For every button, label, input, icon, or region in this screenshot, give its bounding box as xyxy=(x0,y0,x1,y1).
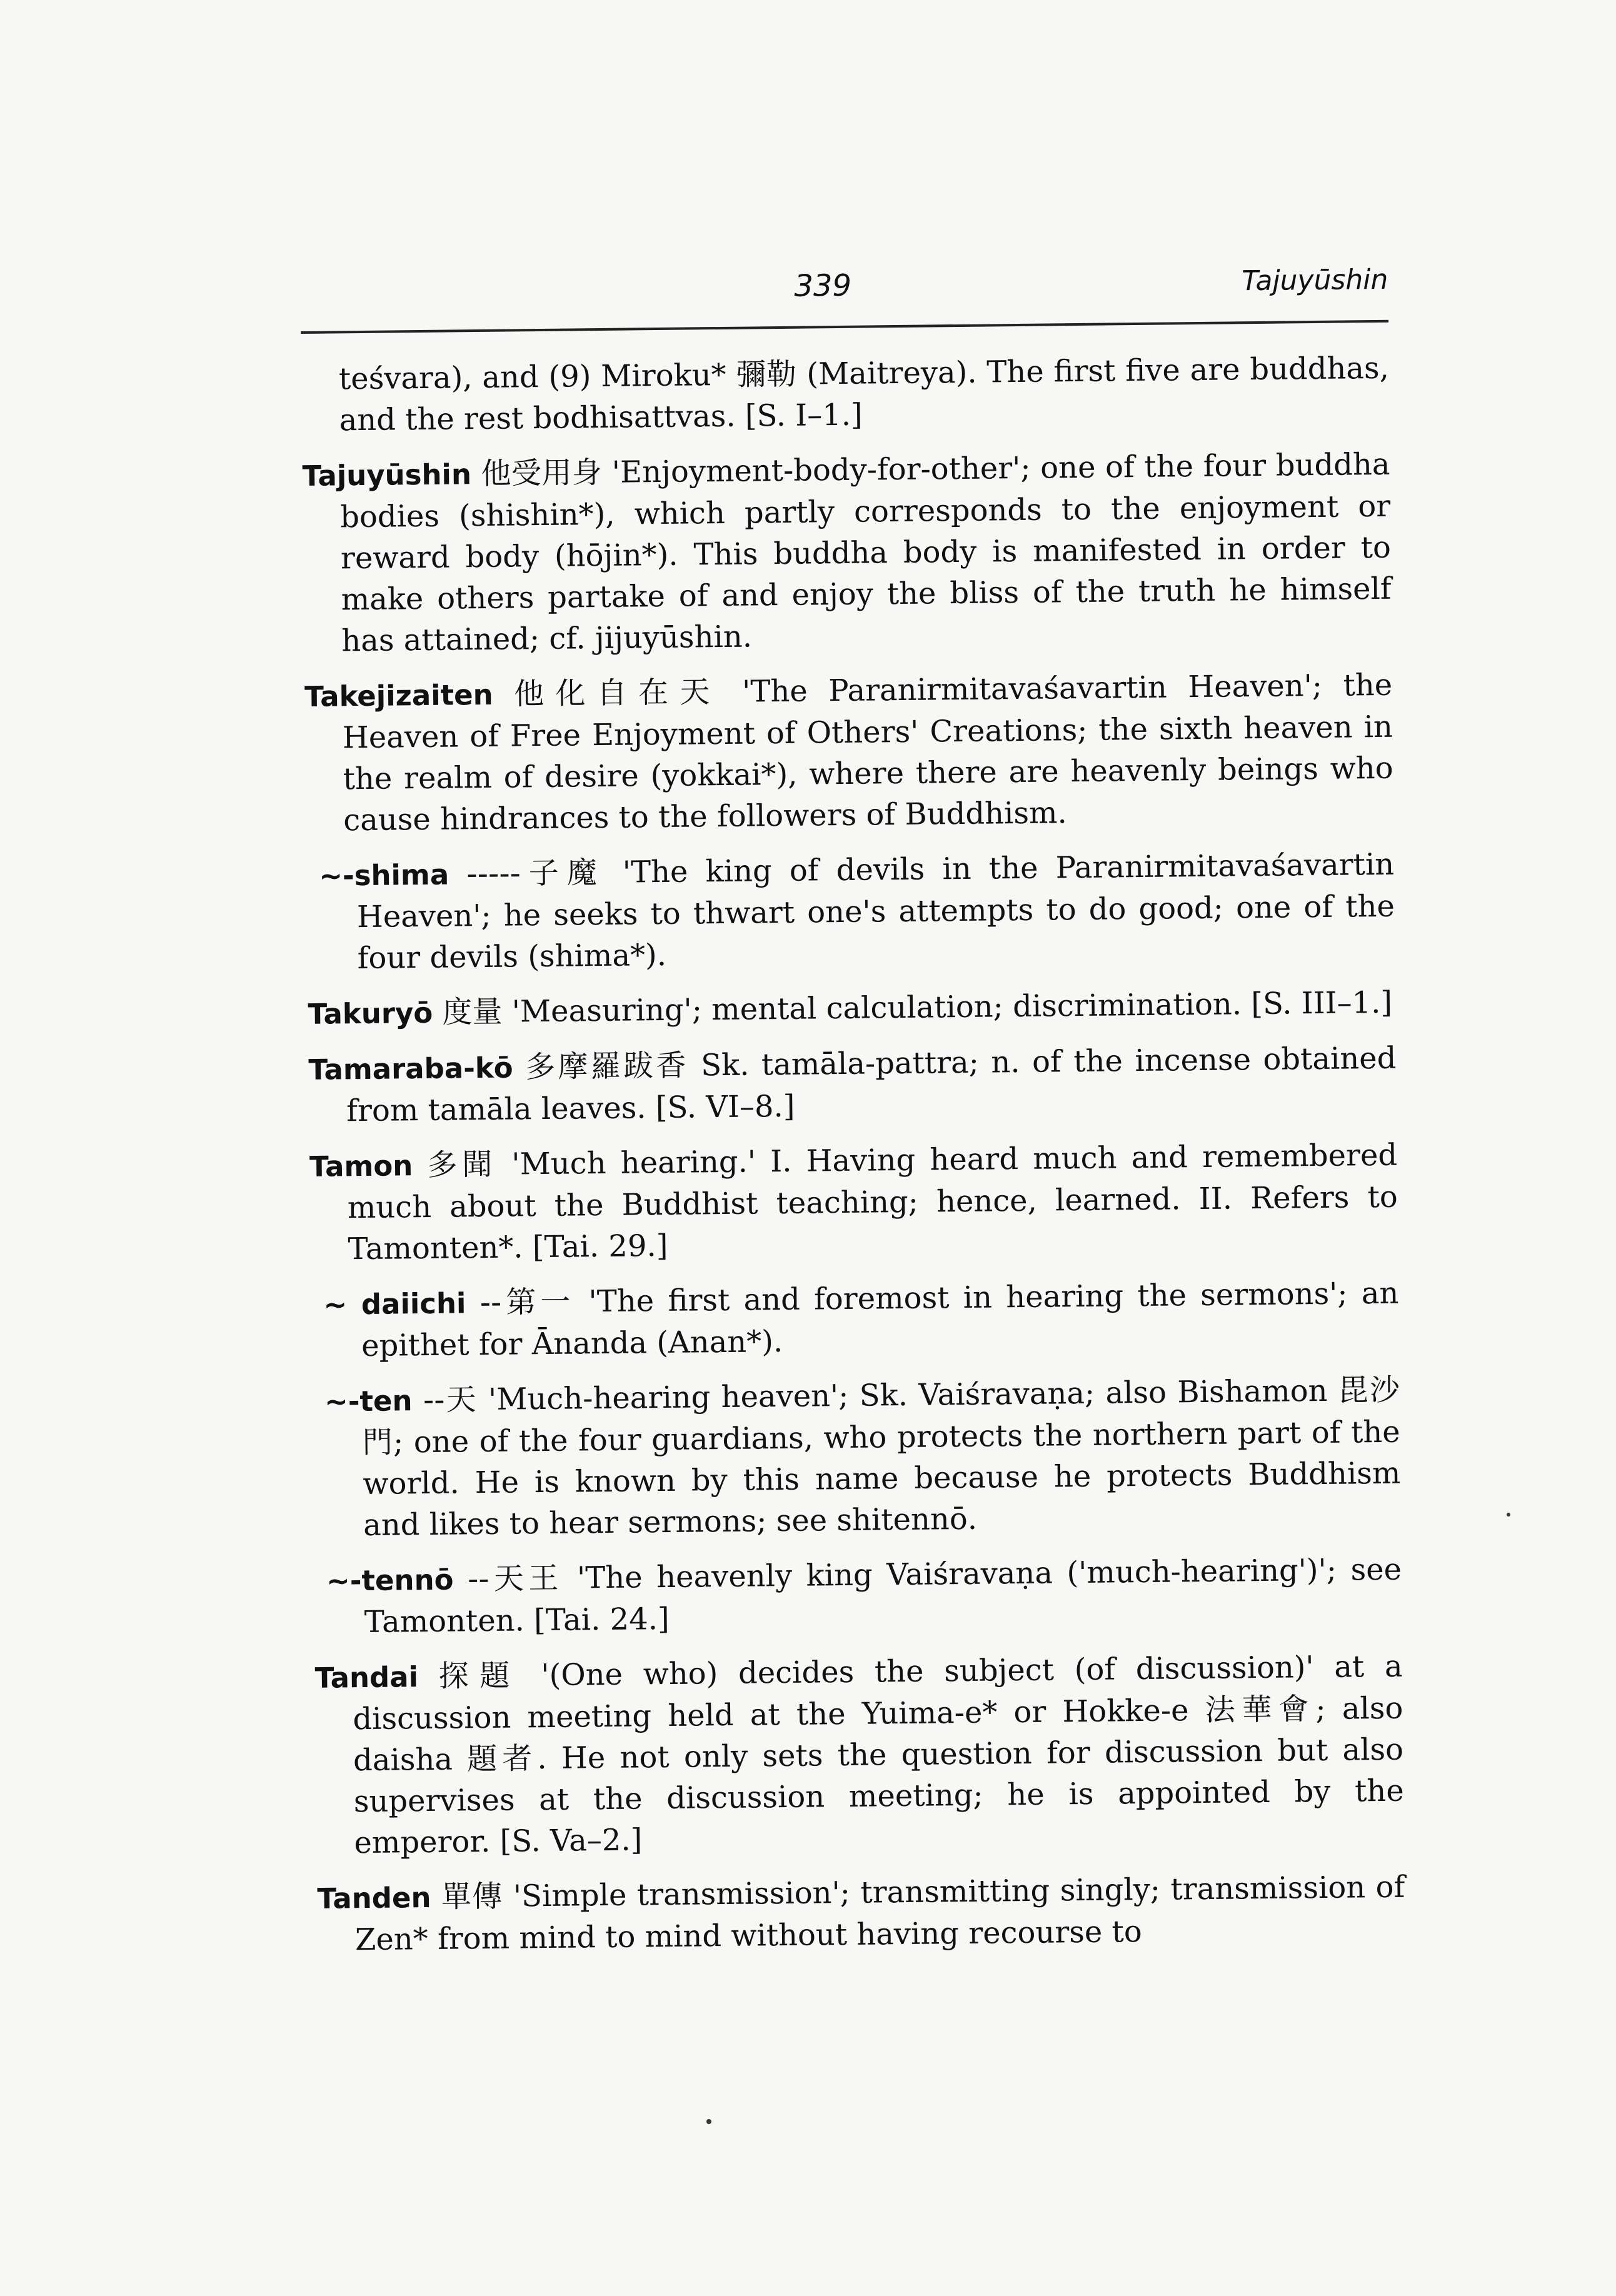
entry-text: 'The king of devils in the Paranirmitavaśavartin Heaven'; he seeks to thwart one's attempts to do good; one of the four devils (shima*). xyxy=(356,846,1395,976)
entry-text: 'Much-hearing heaven'; Sk. Vaiśravaṇa; also Bishamon 毘沙門; one of the four guardians, who protects the northern part of the world. He is known by this name because he protects Buddhism and likes to hear sermons; see shitennō. xyxy=(362,1372,1401,1543)
dictionary-entry xyxy=(314,1646,1404,1864)
entry-kanji: 探題 xyxy=(438,1658,521,1694)
entry-headword: Takejizaiten xyxy=(304,678,493,713)
running-head xyxy=(300,251,1388,334)
entry-kanji: 單傳 xyxy=(441,1878,503,1915)
dictionary-entry xyxy=(308,982,1396,1035)
entry-text: 'Simple transmission'; transmitting singly; transmission of Zen* from mind to mind without having recourse to xyxy=(354,1869,1405,1958)
entry-text: teśvara), and (9) Miroku* 彌勒 (Maitreya). The first five are buddhas, and the rest bodhisattvas. [S. I–1.] xyxy=(338,350,1390,438)
dictionary-subentry xyxy=(319,844,1395,980)
entry-headword: Takuryō xyxy=(308,996,433,1031)
entry-headword: ~-ten xyxy=(324,1384,413,1418)
dictionary-subentry xyxy=(324,1370,1402,1547)
dictionary-entry xyxy=(317,1867,1405,1961)
entry-kanji: 他化自在天 xyxy=(513,674,721,712)
entry-kanji: --第一 xyxy=(479,1284,575,1321)
entry-kanji: --天王 xyxy=(467,1560,563,1597)
entry-kanji: -----子魔 xyxy=(466,855,605,892)
entry-text: 'Enjoyment-body-for-other'; one of the four buddha bodies (shishin*), which partly corresponds to the enjoyment or reward body (hōjin*). This buddha body is manifested in order to make others partake of and enjoy the bliss of the truth he himself has attained; cf. jijuyūshin. xyxy=(339,446,1392,659)
entry-headword: Tandai xyxy=(314,1660,419,1695)
entry-text: 'The Paranirmitavaśavartin Heaven'; the Heaven of Free Enjoyment of Others' Creations; the sixth heaven in the realm of desire (yokkai*), where there are heavenly beings who cause hindrances to the followers of Buddhism. xyxy=(342,667,1393,838)
entry-headword: ~-shima xyxy=(318,858,449,893)
page-number: 339 xyxy=(794,268,852,304)
entry-text: '(One who) decides the subject (of discussion)' at a discussion meeting held at the Yuima-e* or Hokke-e 法華會; also daisha 題者. He not only sets the question for discussion but also supervises at the discussion meeting; he is appointed by the emperor. [S. Va–2.] xyxy=(353,1648,1404,1861)
entry-text: Sk. tamāla-pattra; n. of the incense obtained from tamāla leaves. [S. VI–8.] xyxy=(346,1040,1397,1129)
dictionary-entry-continued xyxy=(301,348,1390,441)
entry-text: 'Measuring'; mental calculation; discrimination. [S. III–1.] xyxy=(511,985,1393,1030)
dictionary-page xyxy=(300,251,1406,1975)
entry-headword: Tajuyūshin xyxy=(302,458,472,493)
dictionary-entry xyxy=(309,1135,1398,1270)
entries-list xyxy=(301,348,1406,1961)
entry-headword: ~-tennō xyxy=(326,1563,454,1598)
entry-kanji: 多摩羅跋香 xyxy=(524,1048,689,1085)
dictionary-entry xyxy=(302,444,1392,662)
dictionary-subentry xyxy=(323,1273,1399,1367)
entry-kanji: --天 xyxy=(423,1382,478,1418)
dictionary-entry xyxy=(308,1038,1397,1132)
dictionary-entry xyxy=(304,664,1394,841)
running-head-word: Tajuyūshin xyxy=(1241,263,1388,298)
entry-text: 'The heavenly king Vaiśravaṇa ('much-hearing')'; see Tamonten. [Tai. 24.] xyxy=(364,1552,1402,1640)
scan-speck xyxy=(706,2119,711,2124)
entry-kanji: 度量 xyxy=(442,994,503,1030)
entry-text: 'The first and foremost in hearing the sermons'; an epithet for Ānanda (Anan*). xyxy=(361,1275,1399,1364)
entry-headword: Tanden xyxy=(317,1880,431,1915)
entry-headword: Tamaraba-kō xyxy=(308,1051,513,1086)
entry-kanji: 多聞 xyxy=(427,1146,498,1183)
entry-headword: Tamon xyxy=(309,1149,413,1183)
dictionary-subentry xyxy=(326,1549,1402,1643)
entry-headword: ~ daiichi xyxy=(323,1286,466,1321)
scan-speck xyxy=(1507,1513,1510,1516)
entry-text: 'Much hearing.' I. Having heard much and remembered much about the Buddhist teaching; hence, learned. II. Refers to Tamonten*. [Tai. 29.] xyxy=(347,1137,1398,1267)
entry-kanji: 他受用身 xyxy=(481,454,603,491)
